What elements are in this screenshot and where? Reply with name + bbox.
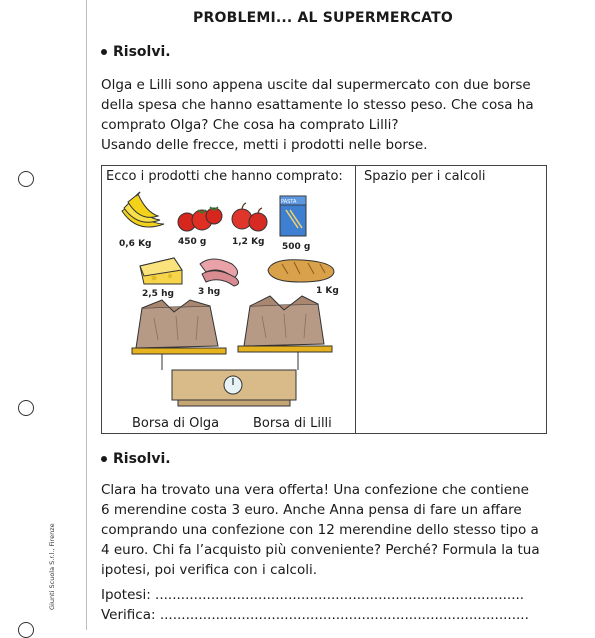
- problem-text-2: [101, 480, 547, 580]
- text-line: Usando delle frecce, metti i prodotti nelle borse.: [101, 137, 428, 153]
- publisher-credit: Giunti Scuola S.r.l., Firenze: [48, 523, 56, 610]
- calc-area[interactable]: [356, 188, 546, 433]
- bullet-dot-icon: [101, 49, 107, 55]
- bullet-risolvi-2: [101, 451, 171, 467]
- cheese-icon: [140, 258, 182, 284]
- bullet-label: Risolvi.: [113, 44, 171, 60]
- bread-weight: 1 Kg: [316, 286, 339, 296]
- bag-lilli-caption: Borsa di Lilli: [253, 416, 332, 431]
- text-line: Clara ha trovato una vera offerta! Una confezione che contiene: [101, 482, 529, 498]
- cheese-weight: 2,5 hg: [142, 289, 174, 299]
- products-header: Ecco i prodotti che hanno comprato:: [106, 169, 343, 184]
- verifica-label: Verifica:: [101, 607, 156, 623]
- products-illustration: [102, 166, 355, 433]
- bullet-dot-icon: [101, 456, 107, 462]
- bread-icon: [268, 260, 334, 282]
- text-line: della spesa che hanno esattamente lo stesso peso. Che cosa ha: [101, 97, 534, 113]
- bag-olga-caption: Borsa di Olga: [132, 416, 220, 431]
- text-line: comprato Olga? Che cosa ha comprato Lilli?: [101, 117, 399, 133]
- bananas-weight: 0,6 Kg: [119, 239, 152, 249]
- verifica-answer-line[interactable]: ......................................................................................: [159, 607, 529, 623]
- apples-icon: [232, 203, 267, 231]
- verifica-row: [101, 605, 547, 625]
- ipotesi-label: Ipotesi:: [101, 587, 151, 603]
- bullet-risolvi-1: [101, 44, 171, 60]
- exercise-box: [101, 165, 547, 434]
- ipotesi-answer-line[interactable]: ......................................................................................: [155, 587, 525, 603]
- apples-weight: 1,2 Kg: [232, 237, 265, 247]
- bag-olga-icon: [136, 300, 218, 348]
- sausages-weight: 3 hg: [198, 287, 221, 297]
- scale-icon: [132, 346, 332, 406]
- calc-space-header: Spazio per i calcoli: [364, 169, 486, 184]
- binder-hole-middle: [18, 400, 34, 416]
- bullet-label: Risolvi.: [113, 451, 171, 467]
- pasta-pack-text: PASTA: [281, 199, 297, 205]
- margin-line: [86, 0, 87, 630]
- binder-hole-top: [18, 171, 34, 187]
- text-line: 6 merendine costa 3 euro. Anche Anna pensa di fare un affare: [101, 502, 522, 518]
- text-line: Olga e Lilli sono appena uscite dal supermercato con due borse: [101, 77, 531, 93]
- tomatoes-icon: [178, 207, 222, 231]
- text-line: ipotesi, poi verifica con i calcoli.: [101, 562, 317, 578]
- page-title: PROBLEMI... AL SUPERMERCATO: [193, 10, 453, 26]
- problem-text-1: [101, 75, 547, 155]
- ipotesi-row: [101, 585, 547, 605]
- tomatoes-weight: 450 g: [178, 237, 207, 247]
- bananas-icon: [122, 192, 164, 227]
- text-line: 4 euro. Chi fa l’acquisto più conveniente? Perché? Formula la tua: [101, 542, 540, 558]
- sausages-icon: [200, 259, 239, 286]
- bag-lilli-icon: [244, 296, 324, 346]
- pasta-weight: 500 g: [282, 242, 311, 252]
- binder-hole-bottom: [18, 622, 34, 638]
- text-line: comprando una confezione con 12 merendine dello stesso tipo a: [101, 522, 539, 538]
